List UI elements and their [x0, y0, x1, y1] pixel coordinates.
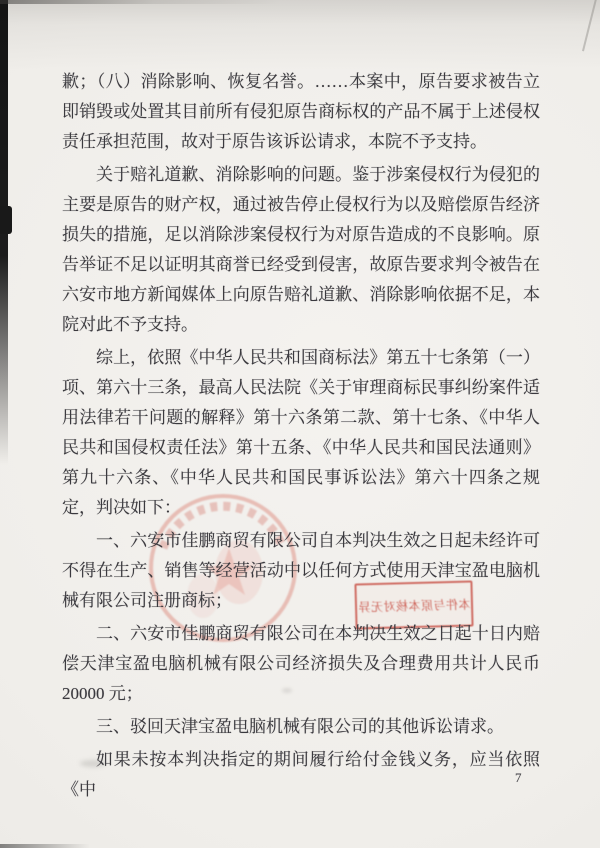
- paragraph-legal-basis: 综上，依照《中华人民共和国商标法》第五十七条第（一）项、第六十三条，最高人民法院《关于审理商标民事纠纷案件适用法律若干问题的解释》第十六条第二款、第十七条、《中华人民共和国侵权责任法》第十五条、《中华人民共和国民法通则》第九十六条、《中华人民共和国民事诉讼法》第六十四条之规定，判决如下：: [62, 348, 540, 517]
- paragraph-ruling-item-2: 二、六安市佳鹏商贸有限公司在本判决生效之日起十日内赔偿天津宝盈电脑机械有限公司经济损失及合理费用共计人民币 20000 元；: [62, 624, 540, 703]
- judgment-text: [62, 67, 540, 808]
- paragraph-ruling-item-1: 一、六安市佳鹏商贸有限公司自本判决生效之日起未经许可不得在生产、销售等经营活动中以任何方式使用天津宝盈电脑机械有限公司注册商标；: [62, 531, 540, 610]
- paragraph-payment-obligation: 如果未按本判决指定的期间履行给付金钱义务，应当依照《中: [62, 750, 540, 799]
- page-number: 7: [515, 770, 522, 785]
- scan-edge-shadow-top: [0, 0, 280, 4]
- paragraph-continuation: 歉；（八）消除影响、恢复名誉。……本案中，原告要求被告立即销毁或处置其目前所有侵犯原告商标权的产品不属于上述侵权责任承担范围，故对于原告该诉讼请求，本院不予支持。: [62, 72, 540, 151]
- scan-edge-shadow-bottom: [0, 844, 90, 848]
- verification-stamp-text: 本件与原本核对无异: [357, 597, 471, 614]
- scan-edge-notch: [0, 206, 12, 234]
- scan-artifact-line: [582, 0, 598, 51]
- paragraph-ruling-item-3: 三、驳回天津宝盈电脑机械有限公司的其他诉讼请求。: [96, 717, 504, 736]
- paragraph-apology-issue: 关于赔礼道歉、消除影响的问题。鉴于涉案侵权行为侵犯的主要是原告的财产权，通过被告停止侵权行为以及赔偿原告经济损失的措施，足以消除涉案侵权行为对原告造成的不良影响。原告举证不足以证明其商誉已经受到侵害，故原告要求判令被告在六安市地方新闻媒体上向原告赔礼道歉、消除影响依据不足，本院对此不予支持。: [62, 165, 540, 334]
